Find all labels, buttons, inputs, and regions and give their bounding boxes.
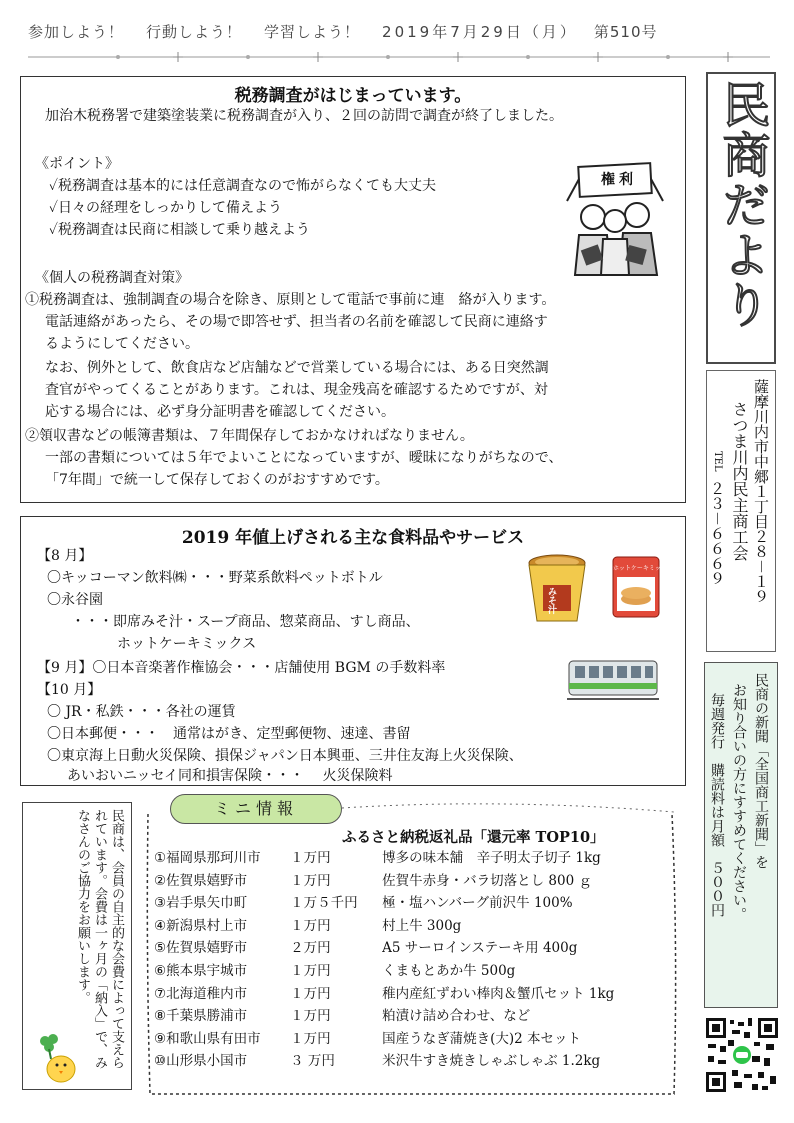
ranking-number: ⑦	[154, 985, 167, 1002]
ranking-place: 和歌山県有田市	[166, 1030, 261, 1047]
ranking-gift: 博多の味本舗 辛子明太子切子 1kg	[382, 850, 601, 866]
ranking-number: ⑧	[154, 1008, 167, 1025]
measure-line: 「7年間」で統一して保存しておくのがおすすめです。	[45, 472, 389, 488]
ranking-row	[154, 871, 592, 891]
ranking-place: 福岡県那珂川市	[166, 850, 261, 866]
measure-line: 一部の書類については５年でよいことになっていますが、曖昧になりがちなので、	[45, 450, 563, 466]
tel-label: TEL	[712, 451, 723, 472]
ranking-amount: ２万円	[290, 940, 331, 957]
ranking-gift: 米沢牛すき焼きしゃぶしゃぶ 1.2kg	[382, 1053, 601, 1070]
ranking-gift: 佐賀牛赤身・バラ切落とし 800 ｇ	[382, 872, 592, 889]
check-icon: ✓	[49, 200, 59, 216]
price-article-title: 2019 年値上げされる主な食料品やサービス	[181, 528, 525, 548]
ranking-number: ⑤	[154, 940, 167, 957]
furusato-subtitle: ふるさと納税返礼品「還元率 TOP10」	[342, 829, 605, 846]
ranking-row	[154, 984, 614, 1004]
shimbun-subscription-box	[704, 662, 778, 1008]
ranking-number: ④	[154, 917, 167, 934]
check-icon: ✓	[49, 178, 59, 194]
ranking-gift: 粕漬け詰め合わせ、など	[382, 1008, 531, 1025]
mini-info-section	[142, 798, 680, 1098]
slogan-3: 学習しよう！	[264, 22, 361, 41]
issue-number: 第510号	[593, 22, 658, 41]
ranking-place: 熊本県宇城市	[166, 963, 248, 979]
ranking-amount: １万円	[290, 985, 331, 1002]
ranking-row	[154, 938, 577, 958]
price-line: ・・・即席みそ汁・スープ商品、惣菜商品、すし商品、	[71, 614, 420, 630]
tax-article-title: 税務調査がはじまっています。	[234, 86, 472, 106]
ranking-row	[154, 916, 461, 936]
measure-line: 電話連絡があったら、その場で即答せず、担当者の名前を確認して民商に連絡す	[45, 314, 548, 330]
slogan-1: 参加しよう！	[28, 22, 125, 41]
measure-line: 査官がやってくることがあります。これは、現金残高を確認するためですが、対	[45, 382, 548, 398]
ranking-row	[154, 1029, 581, 1049]
ranking-amount: １万円	[290, 1008, 331, 1025]
ranking-row	[154, 961, 515, 981]
slogan-2: 行動しよう！	[146, 22, 243, 41]
member-fee-text: 民商は、会員の自主的な会費によって支えられています。会費は一ヶ月の「納入」で、みなさんのご協力をお願いします。	[75, 809, 124, 1069]
measures-heading: 《個人の税務調査対策》	[35, 270, 189, 286]
issue-date: 2019年7月29日（月）	[382, 22, 578, 41]
train-icon	[567, 657, 659, 701]
measure-line: るようにしてください。	[45, 336, 199, 352]
tax-intro: 加治木税務署で建築塗装業に税務調査が入り、２回の訪問で調査が終了しました。	[45, 108, 563, 124]
miso-cup-label: みそ汁	[546, 587, 556, 614]
ranking-row	[154, 1051, 600, 1071]
measure-line: ①税務調査は、強制調査の場合を除き、原則として電話で事前に連 絡が入ります。	[25, 292, 556, 308]
ranking-number: ③	[154, 895, 167, 912]
ranking-number: ②	[154, 872, 167, 889]
price-line: 〇永谷園	[47, 592, 103, 608]
measure-line: なお、例外として、飲食店など店舗などで営業している場合には、ある日突然調	[45, 360, 549, 376]
ranking-row	[154, 848, 601, 868]
newsletter-title-box	[706, 72, 776, 364]
ranking-gift: 村上牛 300g	[382, 917, 462, 934]
office-phone: ２３－６６６９	[708, 481, 726, 587]
ranking-amount: １万円	[290, 872, 331, 889]
ranking-number: ⑥	[154, 963, 167, 979]
ranking-row	[154, 1006, 530, 1026]
price-line: 【9 月】〇日本音楽著作権協会・・・店舗使用 BGM の手数料率	[37, 660, 446, 676]
shimbun-text-2: お知り合いの方にすすめてください。	[731, 683, 747, 921]
ranking-place: 岩手県矢巾町	[166, 895, 248, 912]
price-line: 〇東京海上日動火災保険、損保ジャパン日本興亜、三井住友海上火災保険、	[47, 748, 523, 764]
point-item: ✓税務調査は民商に相談して乗り越えよう	[49, 222, 311, 238]
price-line: 〇 JR・私鉄・・・各社の運賃	[47, 704, 236, 720]
ranking-gift: 稚内産紅ずわい棒肉＆蟹爪セット 1kg	[382, 985, 615, 1002]
price-line: ホットケーキミックス	[117, 636, 257, 652]
line-qr-code[interactable]	[704, 1016, 780, 1094]
member-fee-note	[22, 802, 132, 1090]
newsletter-title: 民商だより	[714, 80, 770, 330]
price-line: 【10 月】	[37, 682, 102, 698]
price-line: あいおいニッセイ同和損害保険・・・ 火災保険料	[67, 768, 393, 784]
measure-line: 応する場合には、必ず身分証明書を確認してください。	[45, 404, 395, 420]
rights-sign-label: 権利	[601, 172, 637, 188]
price-line: 【8 月】	[37, 548, 93, 564]
ranking-place: 山形県小国市	[166, 1053, 248, 1070]
ranking-gift: くまもとあか牛 500g	[382, 963, 516, 979]
ranking-number: ①	[154, 850, 167, 866]
check-icon: ✓	[49, 222, 59, 238]
decorative-divider	[28, 50, 770, 64]
ranking-gift: A5 サーロインステーキ用 400g	[382, 940, 578, 957]
tax-audit-article	[20, 76, 686, 503]
office-name: さつま川内民主商工会	[730, 401, 749, 561]
office-address-box	[706, 370, 776, 652]
ranking-place: 新潟県村上市	[166, 917, 248, 934]
ranking-place: 佐賀県嬉野市	[166, 872, 248, 889]
ranking-amount: １万５千円	[290, 895, 358, 912]
hotcake-box-label: ホットケーキミックス	[613, 565, 673, 572]
shimbun-text-1: 民商の新聞「全国商工新聞」を	[753, 673, 769, 869]
ranking-amount: １万円	[290, 850, 331, 866]
ranking-row	[154, 893, 573, 913]
measure-line: ②領収書などの帳簿書類は、７年間保存しておかなければなりません。	[25, 428, 474, 444]
ranking-gift: 国産うなぎ蒲焼き(大)2 本セット	[382, 1030, 582, 1047]
ranking-gift: 極・塩ハンバーグ前沢牛 100%	[382, 895, 573, 912]
office-address: 薩摩川内市中郷１丁目２８－１９	[752, 379, 770, 605]
ranking-number: ⑩	[154, 1053, 167, 1070]
chick-with-clover-icon	[33, 1029, 77, 1083]
ranking-place: 北海道稚内市	[166, 985, 248, 1002]
shimbun-text-3: 毎週発行 購読料は月額 ５００円	[709, 693, 725, 917]
point-item: ✓日々の経理をしっかりして備えよう	[49, 200, 283, 216]
ranking-amount: ３ 万円	[290, 1053, 335, 1070]
ranking-amount: １万円	[290, 917, 331, 934]
price-increase-article	[20, 516, 686, 786]
ranking-place: 千葉県勝浦市	[166, 1008, 248, 1025]
ranking-amount: １万円	[290, 1030, 331, 1047]
price-line: 〇日本郵便・・・ 通常はがき、定型郵便物、速達、書留	[47, 726, 411, 742]
ranking-place: 佐賀県嬉野市	[166, 940, 248, 957]
price-line: 〇キッコーマン飲料㈱・・・野菜系飲料ペットボトル	[47, 570, 383, 586]
ranking-amount: １万円	[290, 963, 331, 979]
points-heading: 《ポイント》	[35, 156, 119, 172]
point-item: ✓税務調査は基本的には任意調査なので怖がらなくても大丈夫	[49, 178, 437, 194]
ranking-number: ⑨	[154, 1030, 167, 1047]
mini-info-badge: ミニ情報	[170, 794, 342, 824]
masthead	[28, 16, 768, 46]
